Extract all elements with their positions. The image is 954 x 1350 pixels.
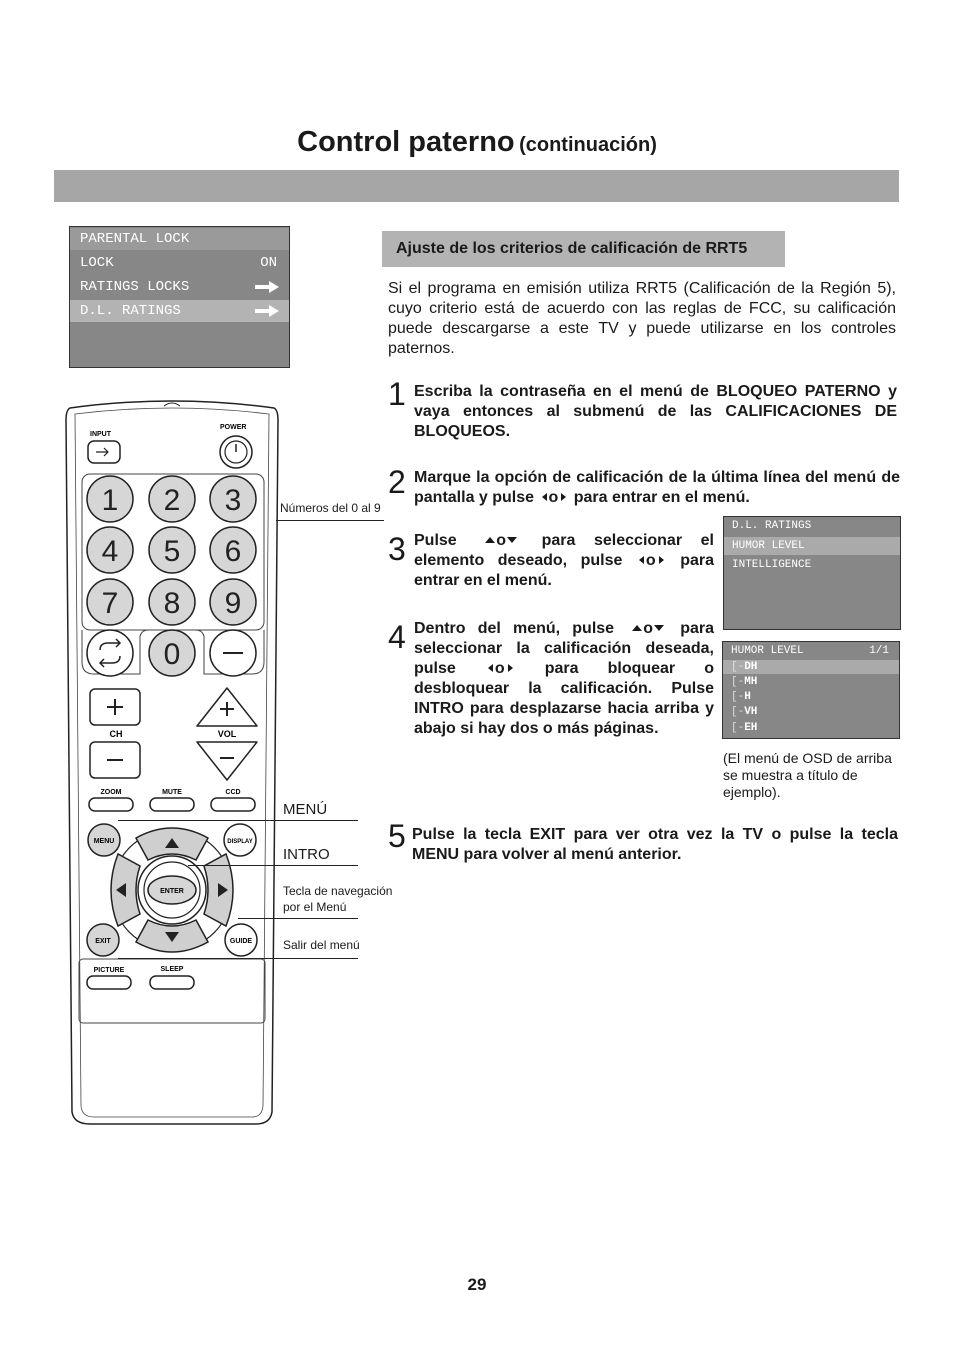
title-main: Control paterno: [297, 126, 515, 158]
remote-picture-label: PICTURE: [93, 967, 125, 974]
page-title: [0, 126, 954, 159]
osd-humor-item-5: [723, 722, 899, 734]
remote-zoom-label: ZOOM: [100, 789, 122, 796]
step-2-part-a: Marque la opción de calificación de la última línea del menú de pantalla y pulse: [414, 469, 900, 506]
osd-lock-value: ON: [260, 255, 277, 271]
remote-menu-label: MENU: [93, 838, 115, 845]
step-number-5: 5: [388, 818, 406, 854]
remote-digit-0-label: 0: [163, 638, 181, 671]
arrow-right-icon: [255, 281, 279, 293]
up-triangle-icon: [632, 625, 642, 631]
remote-vol-label: VOL: [217, 729, 237, 739]
step-number-1: 1: [388, 376, 406, 412]
remote-digit-8-label: 8: [163, 587, 181, 620]
step-2-part-b: para entrar en el menú.: [573, 489, 750, 506]
osd-humor-title: HUMOR LEVEL: [731, 645, 804, 657]
step-text-4: [414, 619, 714, 739]
step-2-connector: o: [548, 489, 559, 506]
remote-digit-7-label: 7: [101, 587, 119, 620]
step-text-2: [414, 468, 900, 508]
remote-digit-2-label: 2: [163, 484, 181, 517]
page-number: 29: [467, 1275, 487, 1294]
step-text-1: Escriba la contraseña en el menú de BLOQUEO PATERNO y vaya entonces al submenú de las CALIFICACIONES DE BLOQUEOS.: [414, 383, 897, 440]
osd-lock-label: LOCK: [80, 255, 114, 271]
remote-recall-button[interactable]: [87, 630, 133, 676]
left-triangle-icon: [488, 664, 493, 672]
osd-humor-item-label: DH: [744, 661, 758, 673]
remote-ccd-label: CCD: [225, 789, 241, 796]
osd-dl-row-1: D.L. RATINGS: [732, 520, 812, 532]
remote-digit-5-label: 5: [163, 535, 181, 568]
step-number-3: 3: [388, 531, 406, 567]
osd-humor-item-label: EH: [744, 722, 758, 734]
osd-humor-item-label: MH: [744, 676, 758, 688]
osd-ratings-locks-label: RATINGS LOCKS: [80, 279, 190, 295]
remote-guide-label: GUIDE: [229, 938, 253, 945]
remote-control: [60, 400, 284, 1128]
osd-row-lock: [70, 252, 289, 274]
osd-bracket: [-: [731, 706, 745, 718]
step-3-part-a: Pulse: [414, 532, 457, 549]
left-triangle-icon: [542, 493, 547, 501]
callout-menu-line: [118, 820, 358, 821]
osd-header: PARENTAL LOCK: [70, 228, 289, 250]
osd-bracket: [-: [731, 691, 745, 703]
remote-input-label: INPUT: [90, 431, 111, 438]
remote-digit-6-label: 6: [224, 535, 242, 568]
osd-parental-lock: [69, 226, 290, 368]
intro-paragraph: Si el programa en emisión utiliza RRT5 (Calificación de la Región 5), cuyo criterio está de acuerdo con las reglas de FCC, su calificación puede descargarse a este TV y puede utilizarse en los controles paternos.: [388, 280, 896, 357]
remote-digit-9-label: 9: [224, 587, 242, 620]
osd-dl-ratings: [723, 516, 901, 630]
osd-dl-ratings-label: D.L. RATINGS: [80, 303, 181, 319]
step-number-4: 4: [388, 619, 406, 655]
osd-row-ratings-locks: [70, 276, 289, 298]
callout-nav: [283, 883, 392, 915]
remote-zoom-button[interactable]: [89, 798, 133, 811]
step-3-part-c: para entrar en el menú.: [414, 552, 715, 589]
osd-bracket: [-: [731, 676, 745, 688]
osd-bracket: [-: [731, 661, 745, 673]
right-triangle-icon: [659, 556, 664, 564]
section-heading: [382, 231, 785, 267]
osd-caption: (El menú de OSD de arriba se muestra a título de ejemplo).: [723, 750, 892, 800]
callout-nav-line-2: por el Menú: [283, 900, 347, 914]
step-3-part-b: para seleccionar el elemento deseado, pulse: [414, 532, 714, 569]
remote-exit-label: EXIT: [95, 938, 111, 945]
step-text-5: Pulse la tecla EXIT para ver otra vez la TV o pulse la tecla MENU para volver al menú anterior.: [412, 826, 898, 863]
osd-humor-page: 1/1: [869, 645, 889, 657]
callout-exit: Salir del menú: [283, 938, 360, 952]
remote-ch-label: CH: [109, 729, 123, 739]
step-4-connector-2: o: [494, 660, 505, 677]
remote-picture-button[interactable]: [87, 976, 131, 989]
right-triangle-icon: [561, 493, 566, 501]
down-triangle-icon: [654, 625, 664, 631]
step-3-connector-2: o: [645, 552, 656, 569]
remote-enter-label: ENTER: [160, 888, 184, 895]
step-4-part-c: para bloquear o desbloquear la calificación. Pulse INTRO para desplazarse hacia arriba y abajo si hay dos o más páginas.: [414, 660, 714, 737]
callout-menu: MENÚ: [283, 801, 328, 818]
up-triangle-icon: [485, 537, 495, 543]
osd-humor-level: [722, 641, 900, 739]
section-heading-text: Ajuste de los criterios de calificación de RRT5: [396, 240, 748, 257]
callout-intro: INTRO: [283, 846, 330, 863]
remote-mute-button[interactable]: [150, 798, 194, 811]
remote-ccd-button[interactable]: [211, 798, 255, 811]
remote-power-label: POWER: [220, 424, 247, 431]
osd-bracket: [-: [731, 722, 745, 734]
remote-digit-3-label: 3: [224, 484, 242, 517]
osd-row-dl-ratings: [70, 300, 289, 322]
step-4-part-a: Dentro del menú, pulse: [414, 620, 615, 637]
title-bar: [54, 170, 899, 202]
osd-humor-item-label: VH: [744, 706, 758, 718]
step-number-2: 2: [388, 464, 406, 500]
remote-sleep-button[interactable]: [150, 976, 194, 989]
remote-display-label: DISPLAY: [227, 839, 253, 845]
step-3-connector: o: [496, 532, 507, 549]
remote-digit-4-label: 4: [101, 535, 119, 568]
step-text-3: [414, 531, 714, 591]
callout-numbers-line: [276, 520, 384, 521]
remote-digit-1-label: 1: [101, 484, 119, 517]
callout-intro-line: [188, 865, 358, 866]
arrow-right-icon: [255, 305, 279, 317]
left-triangle-icon: [639, 556, 644, 564]
osd-humor-item-label: H: [744, 691, 751, 703]
osd-humor-item-4: [723, 706, 899, 718]
callout-nav-line: [238, 918, 358, 919]
step-4-connector: o: [643, 620, 654, 637]
osd-humor-title-row: [723, 645, 899, 657]
osd-humor-item-1: [723, 660, 899, 674]
remote-mute-label: MUTE: [162, 789, 182, 796]
osd-humor-item-2: [723, 676, 899, 688]
osd-dl-row-3: INTELLIGENCE: [732, 559, 812, 571]
right-triangle-icon: [508, 664, 513, 672]
step-4-part-b: para seleccionar la calificación deseada, pulse: [414, 620, 714, 677]
callout-numbers: Números del 0 al 9: [280, 501, 381, 515]
osd-humor-item-3: [723, 691, 899, 703]
remote-sleep-label: SLEEP: [160, 966, 184, 973]
callout-nav-line-1: Tecla de navegación: [283, 884, 393, 898]
down-triangle-icon: [507, 537, 517, 543]
osd-dl-row-2: HUMOR LEVEL: [724, 537, 900, 555]
title-sub: (continuación): [519, 134, 657, 156]
callout-exit-line: [118, 958, 358, 959]
